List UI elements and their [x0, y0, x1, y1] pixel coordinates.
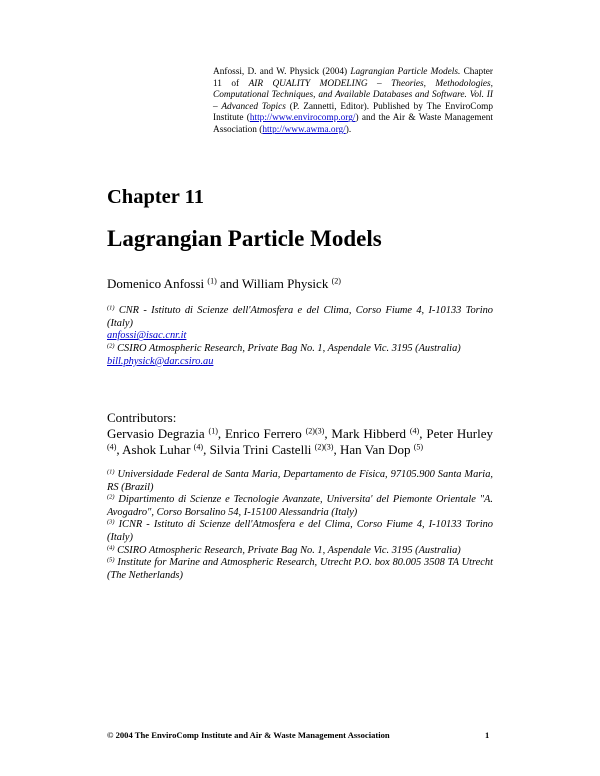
affiliation-marker: (2) [107, 342, 115, 350]
affiliation-marker: (2) [107, 493, 115, 501]
affiliation-marker: (4) [107, 442, 117, 452]
affiliation-text: CSIRO Atmospheric Research, Private Bag No. 1, Aspendale Vic. 3195 (Australia) [114, 544, 461, 556]
affiliation-2 [107, 343, 493, 368]
email-link-anfossi[interactable]: anfossi@isac.cnr.it [107, 330, 187, 342]
affiliation-1 [107, 305, 493, 343]
contributors-heading: Contributors: [107, 410, 177, 425]
affiliation-text: CSIRO Atmospheric Research, Private Bag No. 1, Aspendale Vic. 3195 (Australia) [114, 343, 461, 354]
contributor-name: , Enrico Ferrero [217, 426, 306, 441]
contributor-affiliations [107, 469, 493, 582]
contributor-name: , Peter Hurley [419, 426, 493, 441]
affiliation-marker: (4) [193, 442, 204, 452]
authors-line [107, 276, 341, 292]
contributor-affiliation [107, 519, 493, 544]
contributor-affiliation [107, 494, 493, 519]
affiliation-text: Institute for Marine and Atmospheric Research, Utrecht P.O. box 80.005 3508 TA Utrecht (The Netherlands) [107, 557, 493, 581]
affiliation-marker: (1) [107, 468, 115, 476]
contributor-name: , Ashok Luhar [116, 442, 194, 457]
affiliation-marker: (4) [409, 426, 420, 436]
contributor-affiliation [107, 545, 493, 558]
affiliation-marker: (5) [107, 556, 115, 564]
chapter-number: Chapter 11 [107, 186, 205, 208]
footer-copyright: © 2004 The EnviroComp Institute and Air & Waste Management Association [107, 730, 390, 740]
affiliation-marker: (2)(3) [305, 426, 325, 436]
citation-book-title: AIR QUALITY MODELING – Theories, Methodologies, Computational Techniques, and Available Databases and Software. Vol. II – Advanced Topics [213, 78, 493, 112]
author-name: and William Physick [216, 276, 332, 291]
affiliation-text: Universidade Federal de Santa Maria, Departamento de Física, 97105.900 Santa Maria, RS (Brazil) [107, 469, 493, 493]
contributors-list [107, 426, 493, 458]
citation-authors: Anfossi, D. and W. Physick (2004) [213, 67, 351, 77]
contributor-name: , Han Van Dop [333, 442, 414, 457]
affiliation-marker: (4) [107, 544, 115, 552]
citation-text: (P. Zannetti, Editor). Published by The EnviroComp Institute ( [213, 101, 493, 124]
affiliation-text: CNR - Istituto di Scienze dell'Atmosfera e del Clima, Corso Fiume 4, I-10133 Torino (Italy) [107, 305, 493, 329]
affiliation-marker: (1) [208, 426, 218, 436]
affiliation-marker: (2)(3) [314, 442, 334, 452]
author-name: Domenico Anfossi [107, 276, 208, 291]
contributor-name: , Mark Hibberd [324, 426, 410, 441]
contributor-name: , Silvia Trini Castelli [203, 442, 315, 457]
contributor-affiliation [107, 557, 493, 582]
affiliation-text: Dipartimento di Scienze e Tecnologie Avanzate, Universita' del Piemonte Orientale "A. Avogadro", Corso Borsalino 54, I-15100 Alessandria (Italy) [107, 494, 493, 518]
citation-text: ). [345, 124, 352, 135]
citation-title: Lagrangian Particle Models. [350, 67, 461, 77]
affiliation-marker: (5) [413, 442, 424, 452]
affiliation-text: ICNR - Istituto di Scienze dell'Atmosfera e del Clima, Corso Fiume 4, I-10133 Torino (Italy) [107, 519, 493, 543]
affiliation-marker: (1) [207, 276, 217, 286]
citation-text: Chapter 11 of [213, 67, 493, 89]
email-link-physick[interactable]: bill.physick@dar.csiro.au [107, 355, 214, 367]
chapter-title: Lagrangian Particle Models [107, 226, 382, 251]
awma-link[interactable]: http://www.awma.org/ [262, 124, 346, 135]
affiliation-marker: (1) [107, 304, 115, 312]
page-number: 1 [485, 730, 490, 740]
citation-text: ) and the Air & Waste Management Association ( [213, 113, 494, 135]
affiliation-marker: (2) [331, 276, 341, 286]
affiliation-marker: (3) [107, 518, 115, 526]
envirocomp-link[interactable]: http://www.envirocomp.org/ [249, 113, 356, 124]
citation-block [213, 67, 493, 137]
contributor-name: Gervasio Degrazia [107, 426, 209, 441]
contributor-affiliation [107, 469, 493, 494]
